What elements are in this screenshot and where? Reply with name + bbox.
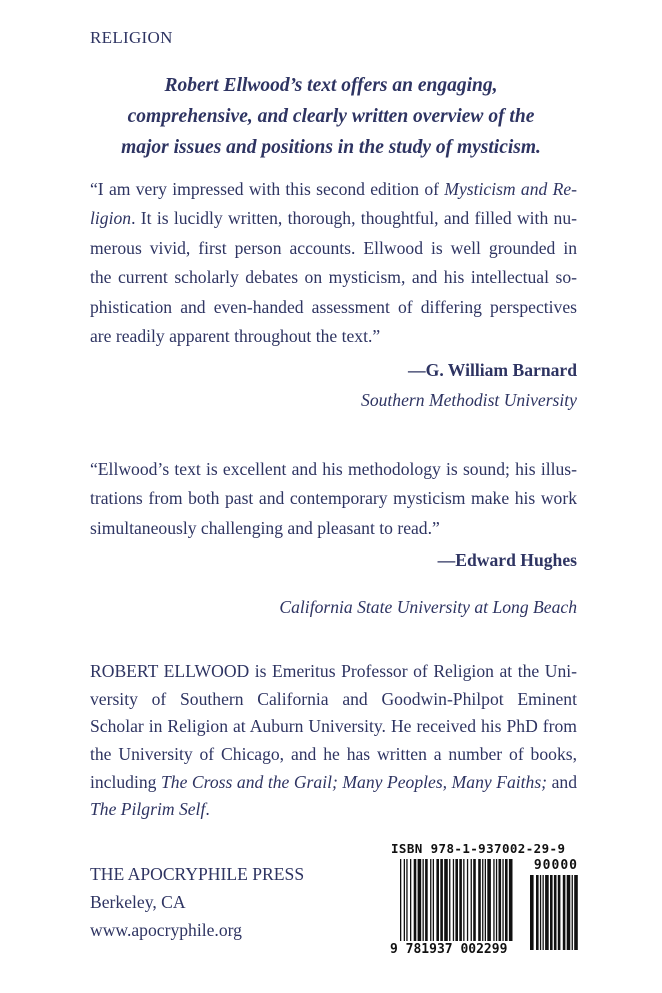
barcode-bar — [572, 875, 573, 950]
price-addon-text: 90000 — [533, 858, 578, 873]
barcode-bar — [453, 859, 454, 941]
text-segment: and — [547, 771, 577, 792]
tagline — [40, 70, 622, 163]
barcode-bar — [550, 875, 553, 950]
text-line — [90, 796, 577, 824]
italic-title-text: The Cross and the Grail; Many Peoples, Many Faiths; — [161, 771, 548, 792]
isbn-text: ISBN 978-1-937002-29-9 — [391, 841, 566, 856]
barcode-bar — [543, 875, 544, 950]
barcode-bar — [493, 859, 494, 941]
barcode-bar — [505, 859, 508, 941]
barcode-bar — [563, 875, 566, 950]
author-bio — [90, 658, 577, 824]
text-line — [90, 713, 577, 741]
text-segment: “Ellwood’s text is excellent and his methodology is sound; his illus- — [90, 459, 577, 479]
barcode-bar — [455, 859, 458, 941]
barcode-bar — [444, 859, 448, 941]
text-segment: . — [205, 799, 210, 820]
text-segment: the current scholarly debates on mysticism, and his intellectual so- — [90, 267, 577, 288]
barcode-bar — [499, 859, 502, 941]
tagline-line: Robert Ellwood’s text offers an engaging, — [164, 75, 498, 96]
text-segment: simultaneously challenging and pleasant to read.” — [90, 517, 440, 538]
text-line — [90, 293, 577, 322]
text-line — [90, 234, 577, 263]
barcode-bar — [404, 859, 405, 941]
endorsement-affiliation-1: Southern Methodist University — [361, 390, 577, 410]
barcode-bar — [487, 859, 491, 941]
barcode-bar — [440, 859, 443, 941]
barcode-bar — [471, 859, 472, 941]
barcode-bar — [406, 859, 407, 941]
publisher-name: THE APOCRYPHILE PRESS — [90, 864, 305, 884]
italic-title-text: Mysticism and Re- — [444, 179, 577, 199]
barcode-bar — [414, 859, 417, 941]
barcode-bar — [540, 875, 541, 950]
barcode-bar — [530, 875, 534, 950]
barcode-bar — [436, 859, 439, 941]
barcode-bar — [463, 859, 464, 941]
category-label: RELIGION — [90, 28, 173, 47]
publisher-website: www.apocryphile.org — [90, 920, 242, 940]
barcode-bar — [509, 859, 513, 941]
text-segment: the University of Chicago, and he has written a number of books, — [90, 744, 577, 765]
barcode-bar — [558, 875, 561, 950]
text-segment: merous vivid, first person accounts. Ellwood is well grounded in — [90, 237, 577, 258]
barcode-bar — [473, 859, 476, 941]
text-line — [90, 658, 577, 686]
endorsement-affiliation-2: California State University at Long Beach — [279, 597, 577, 617]
endorsement-quote-2 — [90, 455, 577, 543]
barcode-bar — [433, 859, 434, 941]
text-line — [90, 741, 577, 769]
barcode-bar — [485, 859, 486, 941]
text-line — [90, 204, 577, 233]
barcode-bar — [410, 859, 411, 941]
barcode-bar — [574, 875, 578, 950]
barcode-bar — [459, 859, 462, 941]
publisher-block — [90, 860, 304, 944]
text-line — [90, 263, 577, 292]
barcode-bar — [430, 859, 431, 941]
text-segment: “I am very impressed with this second edition of — [90, 179, 445, 199]
italic-title-text: ligion — [90, 208, 132, 229]
text-segment: ROBERT ELLWOOD is Emeritus Professor of Religion at the Uni- — [90, 661, 577, 681]
barcode-bar — [567, 875, 571, 950]
text-line — [90, 455, 577, 484]
barcode-bar — [496, 859, 497, 941]
text-segment: phistication and even-handed assessment of differing perspectives — [90, 296, 577, 317]
text-segment: Scholar in Religion at Auburn University. He received his PhD from — [90, 716, 577, 737]
barcode-bar — [467, 859, 468, 941]
text-segment: trations from both past and contemporary mysticism make his work — [90, 488, 577, 509]
text-segment: . It is lucidly written, thorough, thoughtful, and filled with nu- — [131, 208, 577, 229]
text-line — [90, 322, 577, 351]
barcode-bar — [536, 875, 539, 950]
barcode-bar — [482, 859, 483, 941]
text-line — [90, 175, 577, 204]
text-line — [90, 514, 577, 543]
endorsement-author-2: —Edward Hughes — [437, 550, 577, 570]
italic-title-text: The Pilgrim Self — [90, 799, 206, 820]
barcode-bar — [400, 859, 401, 941]
tagline-line: comprehensive, and clearly written overview of the — [127, 106, 535, 127]
barcode-bar — [449, 859, 450, 941]
endorsement-author-1: —G. William Barnard — [408, 360, 577, 380]
barcode-bar — [554, 875, 557, 950]
isbn-barcode — [388, 842, 580, 958]
barcode-bar — [425, 859, 428, 941]
text-segment: versity of Southern California and Goodwin-Philpot Eminent — [90, 688, 577, 709]
text-line — [90, 769, 577, 797]
barcode-bar — [418, 859, 422, 941]
text-line — [90, 484, 577, 513]
text-segment: including — [90, 771, 161, 792]
barcode-bar — [545, 875, 549, 950]
tagline-line: major issues and positions in the study of mysticism. — [121, 137, 541, 158]
ean-digits: 9 781937 002299 — [390, 942, 508, 957]
barcode-bar — [478, 859, 481, 941]
text-segment: are readily apparent throughout the text.” — [90, 325, 381, 346]
endorsement-quote-1 — [90, 175, 577, 351]
barcode-bar — [502, 859, 503, 941]
publisher-location: Berkeley, CA — [90, 892, 186, 912]
text-line — [90, 686, 577, 714]
barcode-bar — [423, 859, 424, 941]
